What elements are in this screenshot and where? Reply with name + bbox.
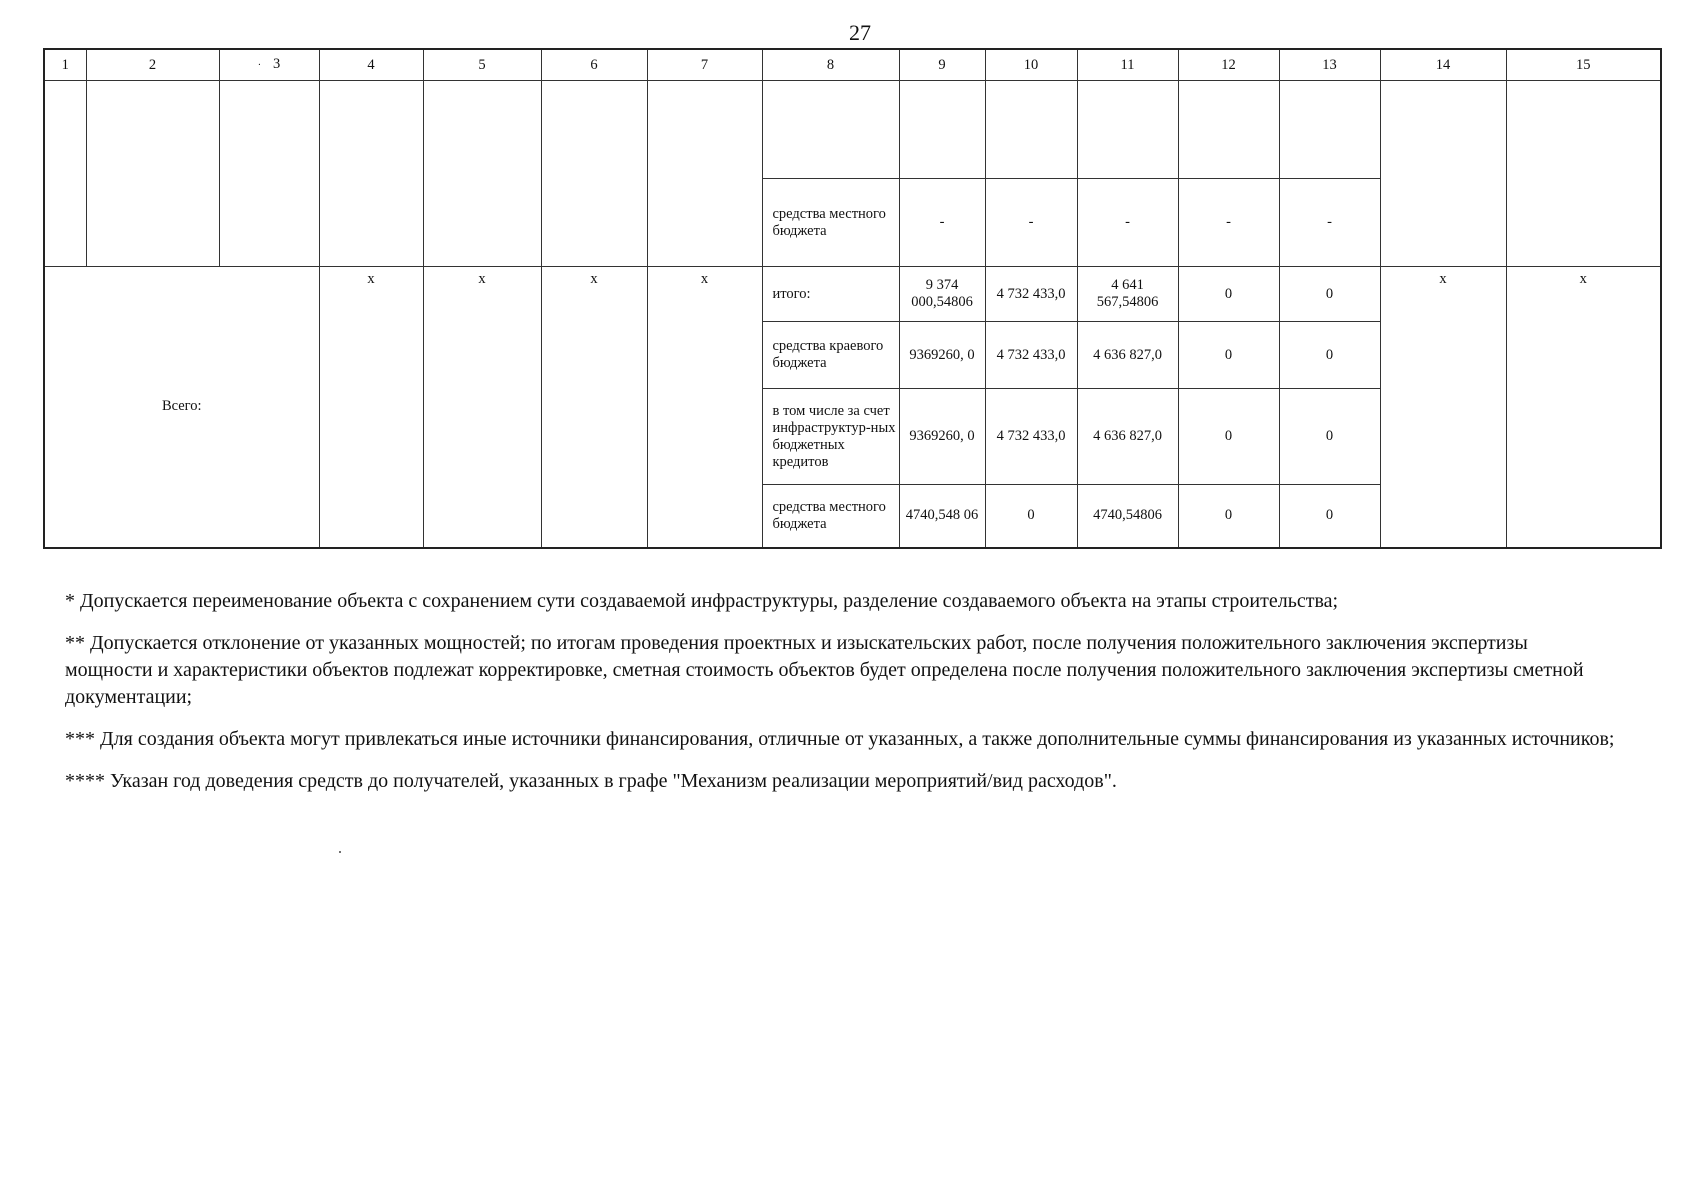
header-cell: 10 [985, 49, 1077, 81]
header-cell: 1 [44, 49, 86, 81]
empty-cell [762, 81, 899, 179]
value-cell: 4 732 433,0 [985, 389, 1077, 485]
header-cell: 5 [423, 49, 541, 81]
value-cell: 4 636 827,0 [1077, 322, 1178, 389]
page-number: 27 [849, 20, 871, 45]
value-cell: 4740,54806 [1077, 485, 1178, 548]
row-label: в том числе за счет инфраструктур-ных бюджетных кредитов [762, 389, 899, 485]
value-cell: 9369260, 0 [899, 389, 985, 485]
value-cell: - [985, 179, 1077, 267]
x-mark: х [1506, 267, 1661, 548]
value-cell: 0 [985, 485, 1077, 548]
header-cell: 2 [86, 49, 219, 81]
value-cell: 4 732 433,0 [985, 322, 1077, 389]
x-mark: х [319, 267, 423, 548]
empty-cell [423, 81, 541, 267]
empty-cell [44, 81, 86, 267]
empty-cell [319, 81, 423, 267]
footnote-1: * Допускается переименование объекта с сохранением сути создаваемой инфраструктуры, разделение создаваемого объекта на этапы строительства; [65, 590, 1339, 612]
footnote-2: ** Допускается отклонение от указанных мощностей; по итогам проведения проектных и изыскательских работ, после получения положительного заключения экспертизы мощности и характеристики объектов подлежат корректировке, сметная стоимость объектов будет определена после получения положительного заключения экспертизы сметной документации; [65, 632, 1584, 708]
empty-cell [541, 81, 647, 267]
empty-cell [219, 81, 319, 267]
value-cell: 0 [1178, 485, 1279, 548]
table-header-row [44, 49, 1661, 81]
empty-cell [1279, 81, 1380, 179]
scan-mark: · [257, 60, 262, 71]
value-cell: 9369260, 0 [899, 322, 985, 389]
value-cell: 0 [1178, 389, 1279, 485]
footnote-4: **** Указан год доведения средств до получателей, указанных в графе "Механизм реализации мероприятий/вид расходов". [65, 770, 1117, 792]
empty-cell [1178, 81, 1279, 179]
budget-table [43, 48, 1662, 549]
value-cell: 4 641 567,54806 [1077, 267, 1178, 322]
value-cell: 4 732 433,0 [985, 267, 1077, 322]
row-label: итого: [762, 267, 899, 322]
empty-cell [985, 81, 1077, 179]
value-cell: 4 636 827,0 [1077, 389, 1178, 485]
value-cell: 0 [1178, 322, 1279, 389]
value-cell: 0 [1279, 389, 1380, 485]
header-cell: 8 [762, 49, 899, 81]
header-cell: 11 [1077, 49, 1178, 81]
header-cell: 4 [319, 49, 423, 81]
x-mark: х [1380, 267, 1506, 548]
value-cell: 0 [1279, 267, 1380, 322]
empty-cell [1506, 81, 1661, 267]
empty-cell [899, 81, 985, 179]
header-cell: 13 [1279, 49, 1380, 81]
header-cell: 9 [899, 49, 985, 81]
row-label: средства местного бюджета [762, 485, 899, 548]
x-mark: х [647, 267, 762, 548]
value-cell: 9 374 000,54806 [899, 267, 985, 322]
scan-speck [339, 851, 341, 853]
x-mark: х [423, 267, 541, 548]
table-row-object-continued [44, 81, 1661, 179]
table-row-total [44, 267, 1661, 322]
empty-cell [647, 81, 762, 267]
empty-cell [1380, 81, 1506, 267]
empty-cell [86, 81, 219, 267]
value-cell: 0 [1279, 485, 1380, 548]
empty-cell [1077, 81, 1178, 179]
value-cell: - [1178, 179, 1279, 267]
value-cell: - [1077, 179, 1178, 267]
header-cell: 7 [647, 49, 762, 81]
total-label: Всего: [44, 267, 319, 548]
x-mark: х [541, 267, 647, 548]
value-cell: - [1279, 179, 1380, 267]
row-label: средства краевого бюджета [762, 322, 899, 389]
header-cell: · 3 [219, 49, 319, 81]
row-label: средства местного бюджета [762, 179, 899, 267]
header-cell: 14 [1380, 49, 1506, 81]
value-cell: 0 [1279, 322, 1380, 389]
footnote-3: *** Для создания объекта могут привлекаться иные источники финансирования, отличные от указанных, а также дополнительные суммы финансирования из указанных источников; [65, 728, 1615, 750]
value-cell: - [899, 179, 985, 267]
header-cell: 12 [1178, 49, 1279, 81]
header-cell: 15 [1506, 49, 1661, 81]
value-cell: 0 [1178, 267, 1279, 322]
header-cell: 6 [541, 49, 647, 81]
value-cell: 4740,548 06 [899, 485, 985, 548]
footnotes [65, 588, 1620, 810]
